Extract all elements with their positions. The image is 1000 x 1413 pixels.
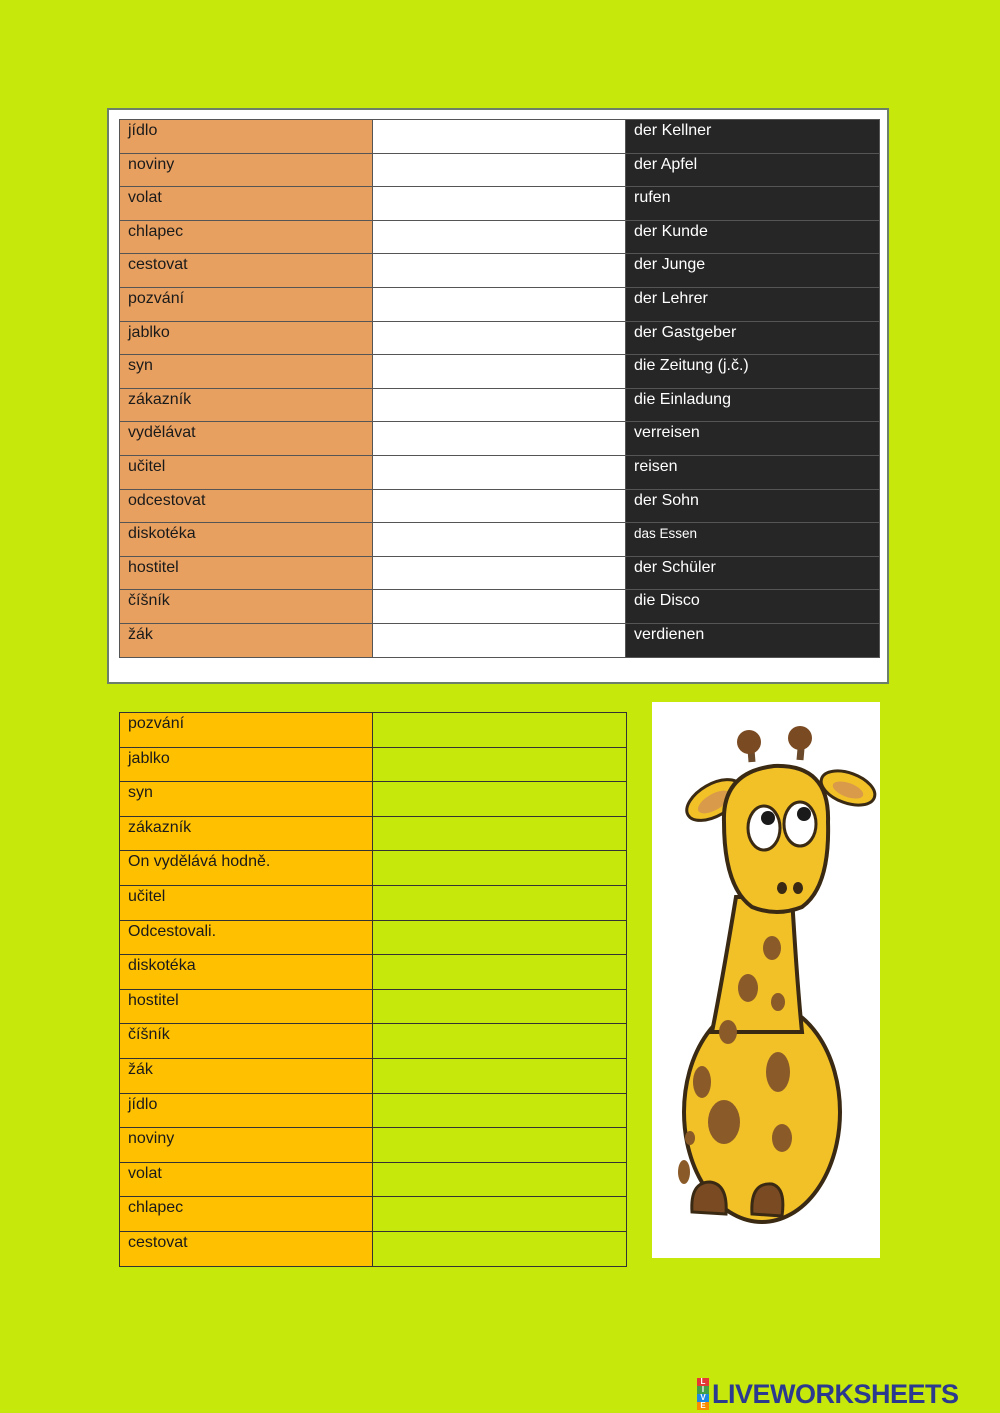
answer-input[interactable] <box>373 254 626 288</box>
answer-input[interactable] <box>373 713 627 748</box>
czech-word: učitel <box>120 885 373 920</box>
german-word: der Kellner <box>626 120 880 154</box>
table-row <box>120 321 880 355</box>
table-row <box>120 816 627 851</box>
german-word: der Junge <box>626 254 880 288</box>
table-row <box>120 120 880 154</box>
czech-word: Odcestovali. <box>120 920 373 955</box>
answer-input[interactable] <box>373 885 627 920</box>
german-word: der Schüler <box>626 556 880 590</box>
liveworksheets-logo <box>697 1378 959 1410</box>
answer-input[interactable] <box>373 1197 627 1232</box>
table-row <box>120 1093 627 1128</box>
table-row <box>120 1231 627 1266</box>
table-row <box>120 1024 627 1059</box>
table-row <box>120 713 627 748</box>
answer-input[interactable] <box>373 1128 627 1163</box>
answer-input[interactable] <box>373 920 627 955</box>
table-row <box>120 153 880 187</box>
czech-word: cestovat <box>120 254 373 288</box>
table-row <box>120 287 880 321</box>
answer-input[interactable] <box>373 556 626 590</box>
german-word: die Disco <box>626 590 880 624</box>
german-word: der Kunde <box>626 220 880 254</box>
czech-word: jablko <box>120 321 373 355</box>
answer-input[interactable] <box>373 388 626 422</box>
czech-word: číšník <box>120 1024 373 1059</box>
german-word: verdienen <box>626 623 880 657</box>
german-word: rufen <box>626 187 880 221</box>
czech-word: On vydělává hodně. <box>120 851 373 886</box>
czech-word: syn <box>120 355 373 389</box>
czech-word: volat <box>120 1162 373 1197</box>
table-row <box>120 920 627 955</box>
table-row <box>120 523 880 557</box>
table-row <box>120 782 627 817</box>
czech-word: jídlo <box>120 120 373 154</box>
czech-word: hostitel <box>120 989 373 1024</box>
answer-input[interactable] <box>373 455 626 489</box>
answer-input[interactable] <box>373 989 627 1024</box>
answer-input[interactable] <box>373 120 626 154</box>
czech-word: zákazník <box>120 816 373 851</box>
czech-word: odcestovat <box>120 489 373 523</box>
czech-word: zákazník <box>120 388 373 422</box>
answer-input[interactable] <box>373 321 626 355</box>
answer-input[interactable] <box>373 489 626 523</box>
table-row <box>120 623 880 657</box>
german-word: der Gastgeber <box>626 321 880 355</box>
table-row <box>120 1197 627 1232</box>
czech-word: chlapec <box>120 1197 373 1232</box>
czech-word: pozvání <box>120 287 373 321</box>
czech-word: jablko <box>120 747 373 782</box>
table-row <box>120 885 627 920</box>
table-row <box>120 455 880 489</box>
czech-word: žák <box>120 623 373 657</box>
answer-input[interactable] <box>373 782 627 817</box>
czech-word: hostitel <box>120 556 373 590</box>
answer-input[interactable] <box>373 1024 627 1059</box>
czech-word: vydělávat <box>120 422 373 456</box>
table-row <box>120 254 880 288</box>
czech-word: diskotéka <box>120 955 373 990</box>
table-row <box>120 1058 627 1093</box>
german-word: der Apfel <box>626 153 880 187</box>
german-word: die Einladung <box>626 388 880 422</box>
logo-mark-letter: L <box>697 1378 709 1386</box>
answer-input[interactable] <box>373 523 626 557</box>
table-row <box>120 489 880 523</box>
table-row <box>120 747 627 782</box>
logo-mark-letter: I <box>697 1386 709 1394</box>
czech-word: volat <box>120 187 373 221</box>
answer-input[interactable] <box>373 153 626 187</box>
czech-word: pozvání <box>120 713 373 748</box>
table-row <box>120 1128 627 1163</box>
table-row <box>120 955 627 990</box>
table-row <box>120 556 880 590</box>
answer-input[interactable] <box>373 1058 627 1093</box>
answer-input[interactable] <box>373 623 626 657</box>
czech-word: noviny <box>120 1128 373 1163</box>
table-row <box>120 422 880 456</box>
german-word: der Lehrer <box>626 287 880 321</box>
czech-word: učitel <box>120 455 373 489</box>
answer-input[interactable] <box>373 287 626 321</box>
answer-input[interactable] <box>373 422 626 456</box>
logo-mark <box>697 1378 709 1410</box>
czech-word: jídlo <box>120 1093 373 1128</box>
czech-word: diskotéka <box>120 523 373 557</box>
table-row <box>120 989 627 1024</box>
answer-input[interactable] <box>373 816 627 851</box>
german-word: die Zeitung (j.č.) <box>626 355 880 389</box>
czech-word: číšník <box>120 590 373 624</box>
table-row <box>120 1162 627 1197</box>
answer-input[interactable] <box>373 590 626 624</box>
logo-mark-letter: V <box>697 1394 709 1402</box>
table-row <box>120 220 880 254</box>
table-row <box>120 851 627 886</box>
german-word: das Essen <box>626 523 880 557</box>
answer-input[interactable] <box>373 220 626 254</box>
giraffe-illustration <box>652 702 880 1258</box>
answer-input[interactable] <box>373 1162 627 1197</box>
table-row <box>120 355 880 389</box>
table-row <box>120 590 880 624</box>
czech-word: syn <box>120 782 373 817</box>
german-word: verreisen <box>626 422 880 456</box>
german-word: reisen <box>626 455 880 489</box>
answer-input[interactable] <box>373 955 627 990</box>
czech-word: žák <box>120 1058 373 1093</box>
answer-input[interactable] <box>373 1093 627 1128</box>
matching-table <box>119 119 880 658</box>
giraffe-icon <box>652 702 880 1258</box>
table-row <box>120 388 880 422</box>
table-row <box>120 187 880 221</box>
logo-mark-letter: E <box>697 1402 709 1410</box>
answer-input[interactable] <box>373 187 626 221</box>
answer-input[interactable] <box>373 1231 627 1266</box>
german-word: der Sohn <box>626 489 880 523</box>
translation-table <box>119 712 627 1267</box>
czech-word: cestovat <box>120 1231 373 1266</box>
czech-word: chlapec <box>120 220 373 254</box>
answer-input[interactable] <box>373 747 627 782</box>
czech-word: noviny <box>120 153 373 187</box>
answer-input[interactable] <box>373 851 627 886</box>
logo-text: LIVEWORKSHEETS <box>712 1378 959 1409</box>
answer-input[interactable] <box>373 355 626 389</box>
